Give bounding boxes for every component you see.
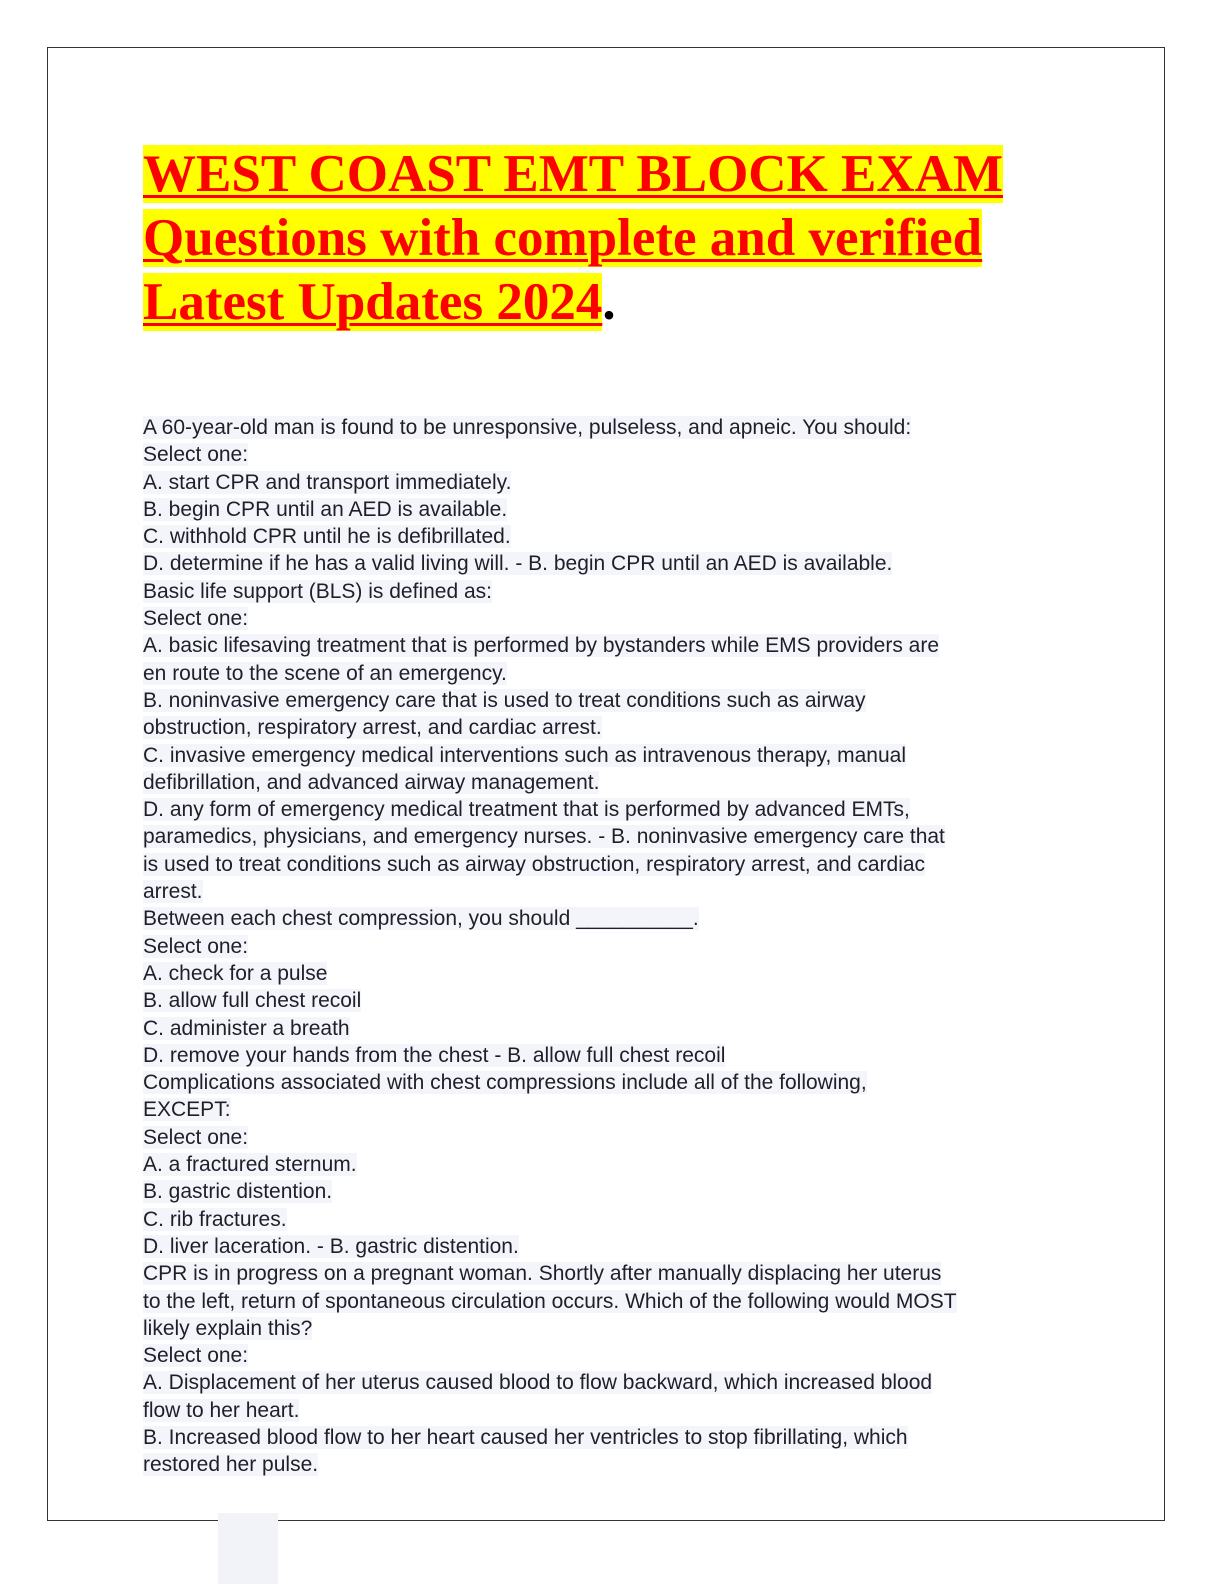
text-line: [143, 687, 1073, 714]
text-line-content: en route to the scene of an emergency.: [143, 661, 507, 685]
text-line: [143, 769, 1073, 796]
text-line-content: C. administer a breath: [143, 1016, 350, 1040]
text-line: [143, 905, 1073, 932]
text-line: [143, 1233, 1073, 1260]
text-line: [143, 1124, 1073, 1151]
text-line: [143, 605, 1073, 632]
title-line: Latest Updates 2024.: [143, 273, 616, 331]
text-line: [143, 578, 1073, 605]
text-line: [143, 1260, 1073, 1287]
text-line-content: arrest.: [143, 880, 203, 904]
text-line-content: CPR is in progress on a pregnant woman. Shortly after manually displacing her uterus: [143, 1262, 942, 1286]
document-title: [143, 142, 1083, 334]
text-line: [143, 496, 1073, 523]
title-line: WEST COAST EMT BLOCK EXAM: [143, 145, 1003, 203]
text-line-content: D. any form of emergency medical treatment that is performed by advanced EMTs,: [143, 798, 910, 822]
text-line-content: A. basic lifesaving treatment that is performed by bystanders while EMS providers are: [143, 634, 940, 658]
text-line-content: B. noninvasive emergency care that is used to treat conditions such as airway: [143, 688, 866, 712]
text-line: [143, 1424, 1073, 1451]
text-line: [143, 987, 1073, 1014]
text-line-content: Basic life support (BLS) is defined as:: [143, 579, 493, 603]
text-line: [143, 1206, 1073, 1233]
text-line: [143, 441, 1073, 468]
text-line: [143, 1369, 1073, 1396]
text-line-content: C. withhold CPR until he is defibrillated.: [143, 525, 511, 549]
text-line: [143, 742, 1073, 769]
text-line: [143, 878, 1073, 905]
text-line: [143, 469, 1073, 496]
text-line: [143, 1178, 1073, 1205]
text-line-content: obstruction, respiratory arrest, and cardiac arrest.: [143, 716, 602, 740]
text-line: [143, 1451, 1073, 1478]
text-line-content: Complications associated with chest compressions include all of the following,: [143, 1071, 867, 1095]
text-line-content: B. gastric distention.: [143, 1180, 333, 1204]
page-tab-marker: [218, 1513, 278, 1584]
text-line: [143, 1096, 1073, 1123]
text-line-content: Select one:: [143, 443, 249, 467]
text-line: [143, 1397, 1073, 1424]
text-line-content: D. determine if he has a valid living will. - B. begin CPR until an AED is available.: [143, 552, 893, 576]
text-line-content: defibrillation, and advanced airway management.: [143, 770, 600, 794]
text-line-content: EXCEPT:: [143, 1098, 231, 1122]
text-line-content: A 60-year-old man is found to be unresponsive, pulseless, and apneic. You should:: [143, 416, 912, 439]
text-line-content: Select one:: [143, 1125, 249, 1149]
text-line-content: D. remove your hands from the chest - B. allow full chest recoil: [143, 1043, 726, 1067]
text-line: [143, 632, 1073, 659]
text-line: [143, 796, 1073, 823]
text-line-content: likely explain this?: [143, 1316, 313, 1340]
text-line-content: restored her pulse.: [143, 1453, 319, 1477]
text-line-content: A. check for a pulse: [143, 961, 328, 985]
text-line: [143, 823, 1073, 850]
text-line-content: C. invasive emergency medical interventions such as intravenous therapy, manual: [143, 743, 906, 767]
text-line: [143, 1015, 1073, 1042]
text-line-content: A. Displacement of her uterus caused blood to flow backward, which increased blood: [143, 1371, 933, 1395]
text-line: [143, 851, 1073, 878]
text-line-content: B. Increased blood flow to her heart caused her ventricles to stop fibrillating, which: [143, 1425, 908, 1449]
text-line-content: B. begin CPR until an AED is available.: [143, 497, 508, 521]
text-line-content: is used to treat conditions such as airway obstruction, respiratory arrest, and cardiac: [143, 852, 926, 876]
title-period: .: [602, 273, 616, 331]
text-line-content: A. start CPR and transport immediately.: [143, 470, 512, 494]
text-line-content: A. a fractured sternum.: [143, 1153, 357, 1177]
text-line-content: Select one:: [143, 1344, 249, 1368]
text-line-content: Select one:: [143, 607, 249, 631]
text-line: [143, 1315, 1073, 1342]
text-line-content: flow to her heart.: [143, 1398, 300, 1422]
text-line-content: C. rib fractures.: [143, 1207, 287, 1231]
text-line: [143, 414, 1073, 441]
title-line: Questions with complete and verified: [143, 209, 983, 267]
text-line-content: paramedics, physicians, and emergency nurses. - B. noninvasive emergency care that: [143, 825, 945, 849]
text-line: [143, 1151, 1073, 1178]
text-line: [143, 1288, 1073, 1315]
text-line-content: Select one:: [143, 934, 249, 958]
text-line-content: to the left, return of spontaneous circulation occurs. Which of the following would MOST: [143, 1289, 957, 1313]
text-line: [143, 1342, 1073, 1369]
text-line: [143, 660, 1073, 687]
text-line-content: D. liver laceration. - B. gastric distention.: [143, 1234, 519, 1258]
text-line: [143, 960, 1073, 987]
text-line: [143, 933, 1073, 960]
text-line: [143, 714, 1073, 741]
text-line: [143, 1042, 1073, 1069]
text-line: [143, 523, 1073, 550]
text-line-content: B. allow full chest recoil: [143, 989, 362, 1013]
text-line: [143, 1069, 1073, 1096]
text-line-content: Between each chest compression, you should __________.: [143, 907, 699, 931]
text-line: [143, 550, 1073, 577]
question-content: [143, 414, 1073, 1479]
